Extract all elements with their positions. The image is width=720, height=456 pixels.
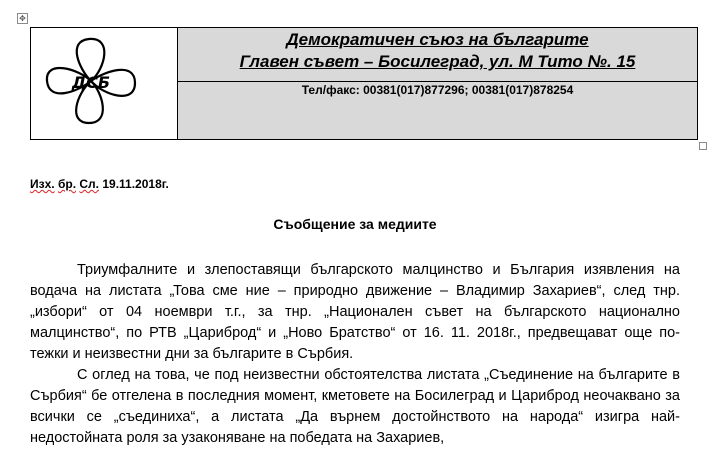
paragraph-1[interactable]: Триумфалните и злепоставящи българското малцинство и България изявления на водача на листата „Това сме ние – природно движение – Владимир Захариев“, след тнр. „избори“ от 04 ноември т.г., за тнр. „Национален съвет на българското национално малцинство“, по РТВ „Цариброд“ и „Ново Братство“ от 16. 11. 2018г., предвещават още по-тежки и неизвестни дни за българите в Сърбия. [30, 262, 680, 362]
letterhead-table [30, 27, 698, 140]
document-body[interactable] [30, 260, 680, 449]
reference-line [30, 177, 169, 191]
ref-prefix: Изх. [30, 177, 55, 191]
council-address: Главен съвет – Босилеград, ул. М Тито №. 15 [239, 52, 636, 71]
ref-number: бр. [57, 177, 77, 191]
logo-cell [31, 28, 178, 140]
press-release-title: Съобщение за медиите [273, 216, 437, 232]
contact-cell [178, 82, 698, 140]
logo-text: ДСБ [71, 73, 111, 92]
org-name: Демократичен съюз на българите [286, 30, 589, 49]
phone-fax: Тел/факс: 00381(017)877296; 00381(017)878254 [301, 83, 574, 97]
ref-type: Сл. [79, 177, 99, 191]
table-resize-handle[interactable] [699, 142, 707, 150]
ref-date: 19.11.2018г. [102, 177, 169, 191]
dsb-logo [39, 31, 143, 131]
table-move-handle[interactable]: ✥ [17, 13, 28, 24]
org-cell [178, 28, 698, 82]
paragraph-2[interactable]: С оглед на това, че под неизвестни обстоятелства листата „Съединение на българите в Сърбия“ бе отгелена в последния момент, кметовете на Босилеград и Цариброд неочаквано за всички се „съединиха“, а листата „Да върнем достойнството на народа“ изигра най-недостойната роля за узаконяване на победата на Захариев, [30, 367, 680, 446]
